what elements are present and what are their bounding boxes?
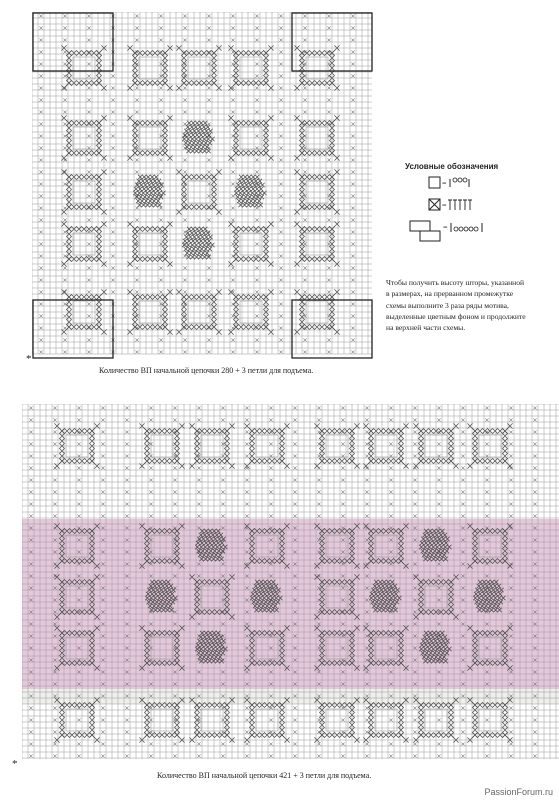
chart-bottom bbox=[22, 404, 559, 766]
svg-text:=: = bbox=[442, 179, 447, 188]
site-watermark: PassionForum.ru bbox=[484, 787, 553, 797]
solid-motif bbox=[234, 175, 266, 207]
legend-chain-symbol bbox=[428, 176, 474, 195]
chart-top bbox=[32, 12, 380, 362]
chart-bottom-start-marker: * bbox=[12, 758, 18, 770]
background-stitches bbox=[39, 14, 354, 353]
svg-text:=: = bbox=[443, 223, 448, 232]
legend-cross-symbol bbox=[428, 198, 480, 217]
crochet-chart-top bbox=[32, 12, 380, 362]
chain-stitch-icon bbox=[428, 176, 474, 190]
legend-title: Условные обозначения bbox=[405, 162, 499, 171]
chart-top-start-marker: * bbox=[26, 353, 32, 365]
chart-grid bbox=[32, 12, 372, 354]
double-crochet-cell-icon bbox=[428, 198, 480, 212]
instruction-note: Чтобы получить высоту шторы, указанной в размерах, на прерванном промежутке схемы выполните 3 раза ряды мотива, выделенные цветным фоном и продолжите на верхней части схемы. bbox=[386, 278, 526, 333]
svg-text:=: = bbox=[442, 201, 447, 210]
chart-top-caption: Количество ВП начальной цепочки 280 + 3 петли для подъема. bbox=[99, 366, 314, 375]
solid-motif bbox=[133, 175, 165, 207]
crochet-chart-bottom bbox=[22, 404, 559, 766]
chain-arch-icon bbox=[409, 220, 499, 244]
chart-bottom-caption: Количество ВП начальной цепочки 421 + 3 петли для подъема. bbox=[157, 771, 372, 780]
legend-arch-symbol bbox=[409, 220, 499, 249]
